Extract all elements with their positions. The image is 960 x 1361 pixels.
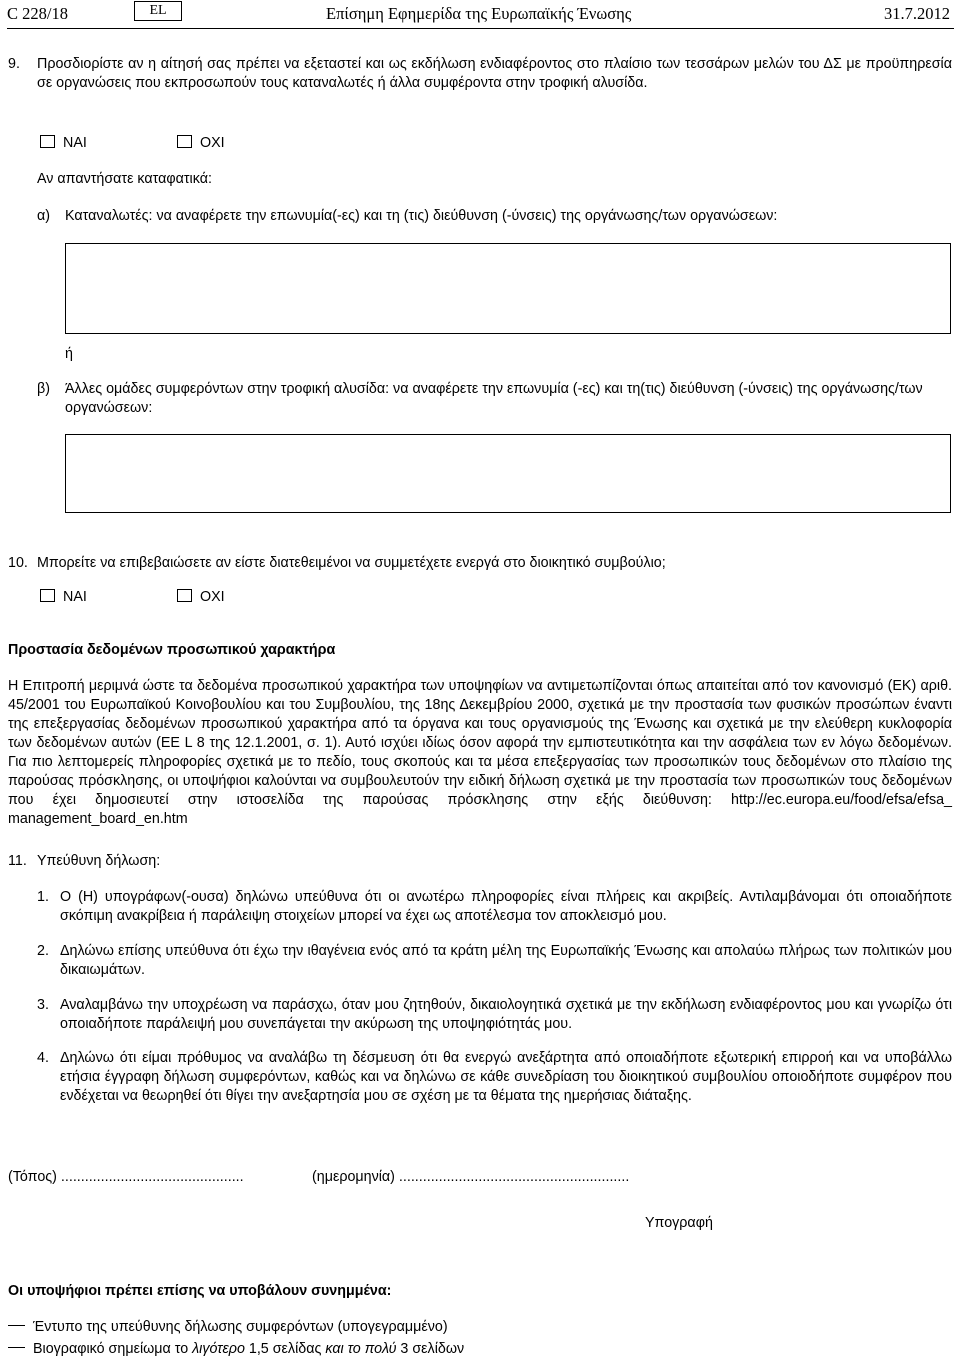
q9-b-label: β) [37, 381, 50, 397]
q9-text: Προσδιορίστε αν η αίτησή σας πρέπει να εξεταστεί και ως εκδήλωση ενδιαφέροντος στο πλαίσιο των τεσσάρων μελών του ΔΣ με προϋπηρεσία σε οργανώσεις που εκπροσωπούν τους καταναλωτές ή άλλα συμφέροντα στην τροφική αλυσίδα. [37, 56, 952, 91]
q9-a-text: Καταναλωτές: να αναφέρετε την επωνυμία(-ες) και τη (τις) διεύθυνση (-ύνσεις) της οργάνωσης/των οργανώσεων: [65, 208, 778, 224]
checkbox-icon[interactable] [177, 589, 192, 602]
q11-item-1-text: Ο (Η) υπογράφων(-ουσα) δηλώνω υπεύθυνα ότι οι ανωτέρω πληροφορίες είναι πλήρεις και ακριβείς. Αντιλαμβάνομαι ότι οποιαδήποτε σκόπιμη ανακρίβεια ή παράλειψη στοιχείων μπορεί να έχει ως αποτέλεσμα τον αποκλεισμό μου. [60, 889, 952, 924]
q9-number: 9. [8, 56, 20, 72]
attachments-heading: Οι υποψήφιοι πρέπει επίσης να υποβάλουν συνημμένα: [8, 1283, 392, 1299]
place-field[interactable]: (Τόπος) .............................................. [8, 1169, 244, 1185]
journal-title: Επίσημη Εφημερίδα της Ευρωπαϊκής Ένωσης [326, 4, 632, 23]
q9-b-text: Άλλες ομάδες συμφερόντων στην τροφική αλυσίδα: να αναφέρετε την επωνυμία (-ες) και τη(τις) διεύθυνση (-ύνσεις) της οργάνωσης/των οργανώσεων: [65, 381, 923, 416]
q11-item-1-number: 1. [37, 889, 49, 905]
header-divider [7, 28, 954, 29]
checkbox-icon[interactable] [40, 135, 55, 148]
signature-label: Υπογραφή [645, 1215, 713, 1231]
q10-option-yes[interactable] [40, 588, 87, 607]
q11-item-2-text: Δηλώνω επίσης υπεύθυνα ότι έχω την ιθαγένεια ενός από τα κράτη μέλη της Ευρωπαϊκής Ένωσης και απολαύω πλήρως των πολιτικών μου δικαιωμάτων. [60, 943, 952, 978]
q11-item-4-number: 4. [37, 1050, 49, 1066]
q11-item-3-text: Αναλαμβάνω την υποχρέωση να παράσχω, όταν μου ζητηθούν, δικαιολογητικά σχετικά με την εκδήλωση ενδιαφέροντος μου και γνωρίζω ότι οποιαδήποτε παράλειψή μου συνεπάγεται την ακύρωση της υποψηφιότητάς μου. [60, 997, 952, 1032]
page-header [0, 0, 960, 26]
q11-item-3-number: 3. [37, 997, 49, 1013]
dash-bullet-icon [8, 1347, 25, 1348]
q11-title: Υπεύθυνη δήλωση: [37, 853, 161, 869]
checkbox-icon[interactable] [177, 135, 192, 148]
q9-if-yes: Αν απαντήσατε καταφατικά: [37, 171, 212, 187]
language-badge: EL [134, 1, 182, 21]
page-reference: C 228/18 [7, 4, 68, 23]
q9-option-yes[interactable] [40, 134, 87, 153]
attachment-item-2: Βιογραφικό σημείωμα το λιγότερο 1,5 σελίδας και το πολύ 3 σελίδων [8, 1340, 464, 1359]
q10-no-label: ΟΧΙ [200, 589, 225, 605]
q9-a-label: α) [37, 208, 51, 224]
q9-option-no[interactable] [177, 134, 225, 153]
q10-option-no[interactable] [177, 588, 225, 607]
privacy-text: Η Επιτροπή μεριμνά ώστε τα δεδομένα προσωπικού χαρακτήρα των υποψηφίων να αντιμετωπίζονται όπως απαιτείται από τον κανονισμό (ΕΚ) αριθ. 45/2001 του Ευρωπαϊκού Κοινοβουλίου και του Συμβουλίου, της 18ης Δεκεμβρίου 2000, σχετικά με την προστασία των φυσικών προσώπων έναντι της επεξεργασίας δεδομένων προσωπικού χαρακτήρα από τα όργανα και τους οργανισμούς της Ένωσης και σχετικά με την ελεύθερη κυκλοφορία των δεδομένων αυτών (ΕΕ L 8 της 12.1.2001, σ. 1). Αυτό ισχύει ιδίως όσον αφορά την εμπιστευτικότητα και την ασφάλεια των εν λόγω δεδομένων. Για πιο λεπτομερείς πληροφορίες σχετικά με το πεδίο, τους σκοπούς και τα μέσα επεξεργασίας των προσωπικών τους δεδομένων στο πλαίσιο της παρούσας πρόσκλησης, οι υποψήφιοι καλούνται να συμβουλευτούν την ειδική δήλωση σχετικά με την προστασία των προσωπικών τους δεδομένων που έχει δημοσιευτεί στην ιστοσελίδα της παρούσας πρόσκλησης στην εξής διεύθυνση: http://ec.europa.eu/food/efsa/efsa_ management_board_en.htm [8, 678, 952, 827]
q10-yes-label: ΝΑΙ [63, 589, 87, 605]
privacy-heading: Προστασία δεδομένων προσωπικού χαρακτήρα [8, 642, 336, 658]
q11-number: 11. [8, 853, 27, 869]
dash-bullet-icon [8, 1325, 25, 1326]
other-interests-organisation-field[interactable] [65, 434, 951, 513]
q9-or: ή [65, 346, 73, 362]
q11-item-4-text: Δηλώνω ότι είμαι πρόθυμος να αναλάβω τη δέσμευση ότι θα ενεργώ ανεξάρτητα από οποιαδήποτε εξωτερική επιρροή και να υποβάλλω ετήσια έγγραφη δήλωση συμφερόντων, καθώς και να δηλώνω σε κάθε συνεδρίαση του διοικητικού συμβουλίου οποιοδήποτε συμφέρον που ενδέχεται να θεωρηθεί ότι θίγει την ανεξαρτησία μου σε σχέση με τα θέματα της ημερήσιας διάταξης. [60, 1050, 952, 1104]
q9-no-label: ΟΧΙ [200, 135, 225, 151]
q9-yes-label: ΝΑΙ [63, 135, 87, 151]
publication-date: 31.7.2012 [884, 4, 950, 23]
consumers-organisation-field[interactable] [65, 243, 951, 334]
checkbox-icon[interactable] [40, 589, 55, 602]
q11-item-2-number: 2. [37, 943, 49, 959]
q10-number: 10. [8, 555, 28, 571]
q10-text: Μπορείτε να επιβεβαιώσετε αν είστε διατεθειμένοι να συμμετέχετε ενεργά στο διοικητικό συμβούλιο; [37, 555, 666, 571]
attachment-item-1: Έντυπο της υπεύθυνης δήλωσης συμφερόντων (υπογεγραμμένο) [8, 1318, 448, 1337]
date-field[interactable]: (ημερομηνία) .......................................................... [312, 1169, 630, 1185]
